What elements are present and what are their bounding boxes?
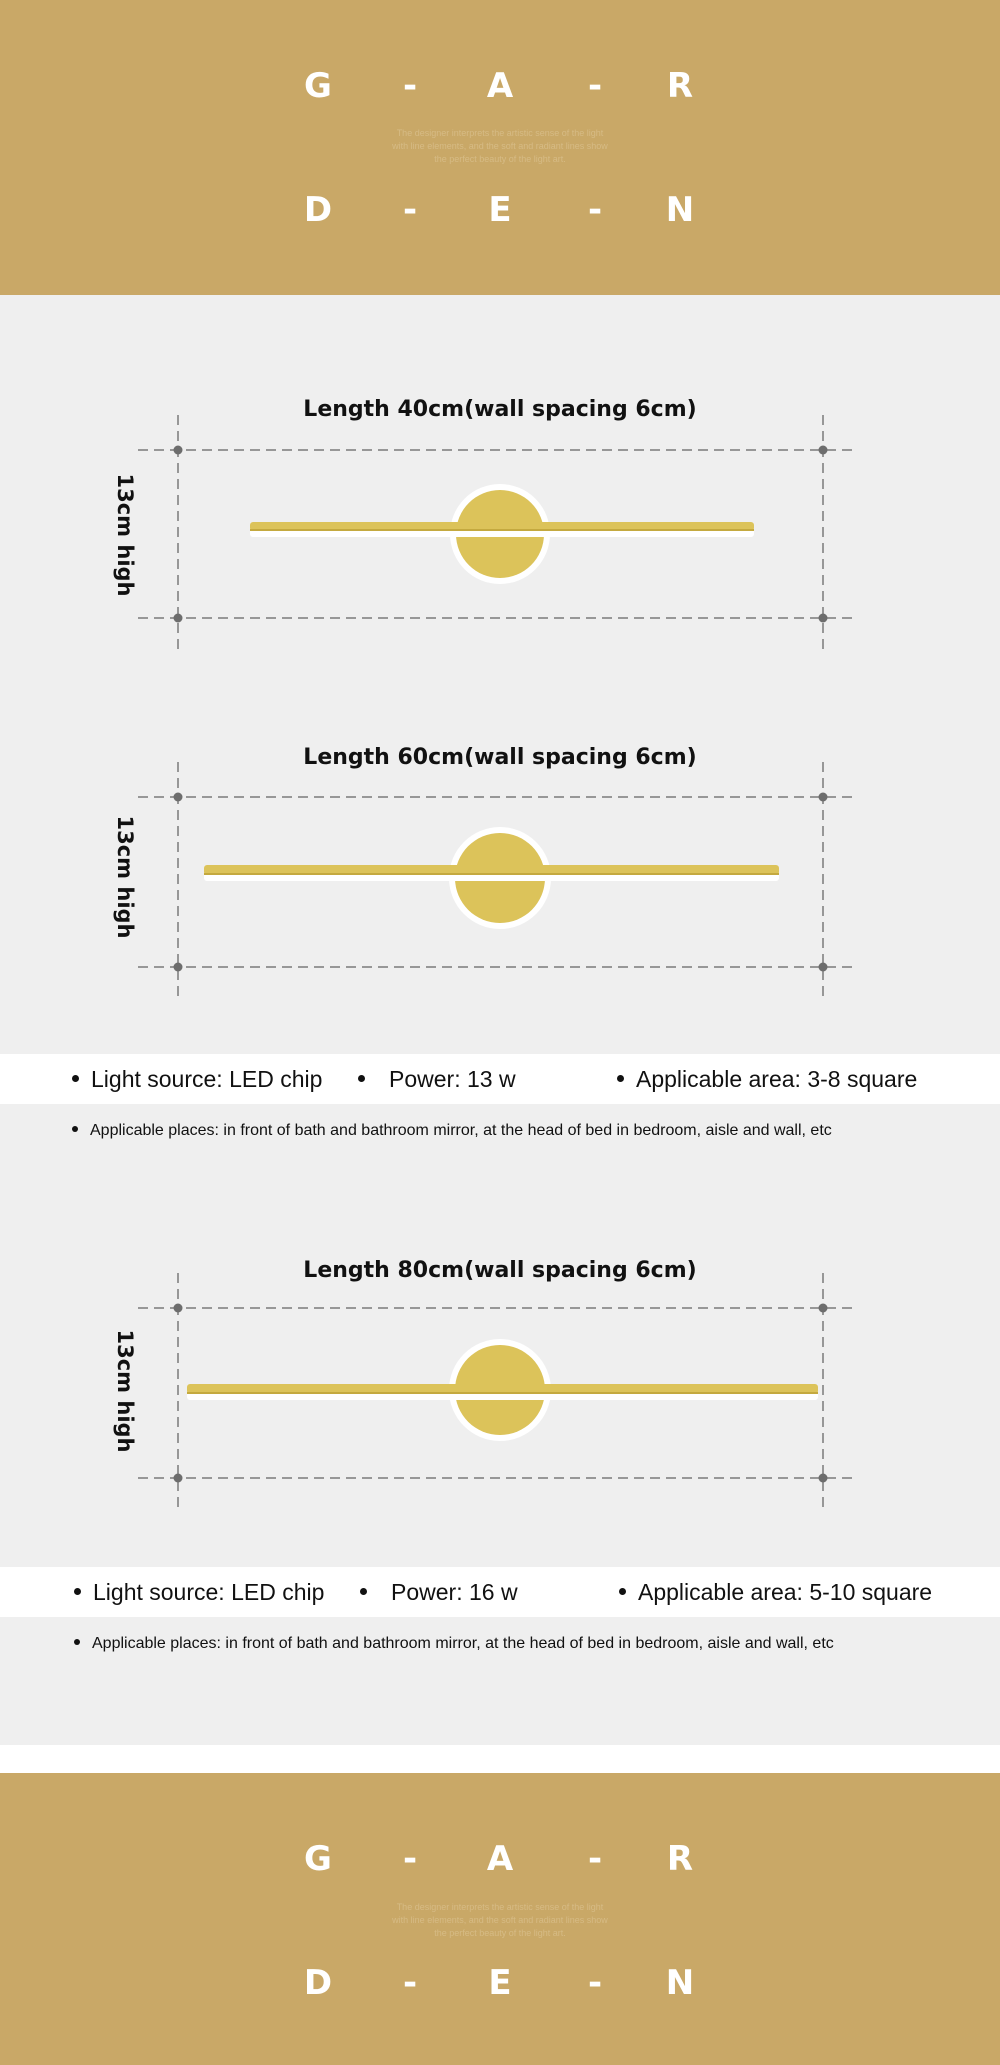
lamp-diagram-60cm: [0, 757, 1000, 1007]
banner-letter: D: [303, 1963, 333, 2003]
banner-letter: -: [402, 1963, 418, 2003]
banner-letter: R: [666, 66, 694, 106]
height-label: 13cm high: [113, 1329, 137, 1453]
banner-letter: N: [665, 190, 695, 230]
spec-bar: [0, 1567, 1000, 1617]
banner-tagline: [350, 127, 650, 166]
diagram-title: Length 60cm(wall spacing 6cm): [303, 745, 697, 770]
banner-letter: -: [587, 1839, 603, 1879]
spec-area: [619, 1567, 932, 1617]
spec-area-text: Applicable area: 3-8 square: [636, 1066, 918, 1092]
bullet-icon: [74, 1588, 81, 1595]
banner-letter: E: [488, 1963, 512, 2003]
banner-letter: -: [587, 66, 603, 106]
diagram-title: Length 40cm(wall spacing 6cm): [303, 397, 697, 422]
banner-tagline: [350, 1901, 650, 1940]
banner-letter: A: [486, 1839, 514, 1879]
banner-letter: G: [304, 1839, 332, 1879]
banner-letter: N: [665, 1963, 695, 2003]
spec-power-text: Power: 16 w: [391, 1579, 518, 1605]
lamp-fixture: [187, 1339, 818, 1441]
lamp-diagram-40cm: [0, 410, 1000, 660]
banner-word-row-bottom: [0, 1963, 1000, 2003]
banner-letter: G: [304, 66, 332, 106]
bullet-icon: [72, 1075, 79, 1082]
height-label: 13cm high: [113, 473, 137, 597]
banner-letter: -: [402, 1839, 418, 1879]
tagline-line: The designer interprets the artistic sense of the light: [396, 1902, 604, 1912]
banner-letter: R: [666, 1839, 694, 1879]
spec-area: [617, 1054, 917, 1104]
banner-letter: -: [402, 190, 418, 230]
spec-bar: [0, 1054, 1000, 1104]
diagram-title: Length 80cm(wall spacing 6cm): [303, 1258, 697, 1283]
divider-strip: [0, 1745, 1000, 1773]
banner-letter: -: [587, 1963, 603, 2003]
bullet-icon: [74, 1639, 80, 1645]
banner-letter: D: [303, 190, 333, 230]
spec-places-text: Applicable places: in front of bath and bathroom mirror, at the head of bed in bedroom, aisle and wall, etc: [92, 1635, 834, 1652]
bullet-icon: [72, 1126, 78, 1132]
lamp-fixture: [204, 827, 779, 929]
spec-places: [72, 1116, 832, 1146]
banner-word-row-top: [0, 66, 1000, 106]
banner-word-row-top: [0, 1839, 1000, 1879]
top-banner: [0, 0, 1000, 295]
spec-light-source: [74, 1567, 324, 1617]
bullet-icon: [619, 1588, 626, 1595]
bullet-icon: [617, 1075, 624, 1082]
spec-places-text: Applicable places: in front of bath and bathroom mirror, at the head of bed in bedroom, aisle and wall, etc: [90, 1122, 832, 1139]
tagline-line: The designer interprets the artistic sense of the light: [396, 128, 604, 138]
height-label: 13cm high: [113, 815, 137, 939]
bottom-banner: [0, 1773, 1000, 2065]
tagline-line: with line elements, and the soft and radiant lines show: [392, 1915, 608, 1925]
spec-power: [358, 1054, 516, 1104]
banner-letter: -: [402, 66, 418, 106]
tagline-line: the perfect beauty of the light art.: [434, 1928, 566, 1938]
spec-places: [74, 1629, 834, 1659]
bullet-icon: [358, 1075, 365, 1082]
spec-power-text: Power: 13 w: [389, 1066, 516, 1092]
spec-light-source-text: Light source: LED chip: [93, 1579, 325, 1605]
spec-light-source-text: Light source: LED chip: [91, 1066, 323, 1092]
spec-light-source: [72, 1054, 322, 1104]
spec-power: [360, 1567, 518, 1617]
bullet-icon: [360, 1588, 367, 1595]
lamp-fixture: [250, 484, 754, 584]
banner-letter: -: [587, 190, 603, 230]
tagline-line: the perfect beauty of the light art.: [434, 154, 566, 164]
banner-letter: E: [488, 190, 512, 230]
lamp-diagram-80cm: [0, 1268, 1000, 1518]
spec-area-text: Applicable area: 5-10 square: [638, 1579, 933, 1605]
tagline-line: with line elements, and the soft and radiant lines show: [392, 141, 608, 151]
banner-word-row-bottom: [0, 190, 1000, 230]
banner-letter: A: [486, 66, 514, 106]
